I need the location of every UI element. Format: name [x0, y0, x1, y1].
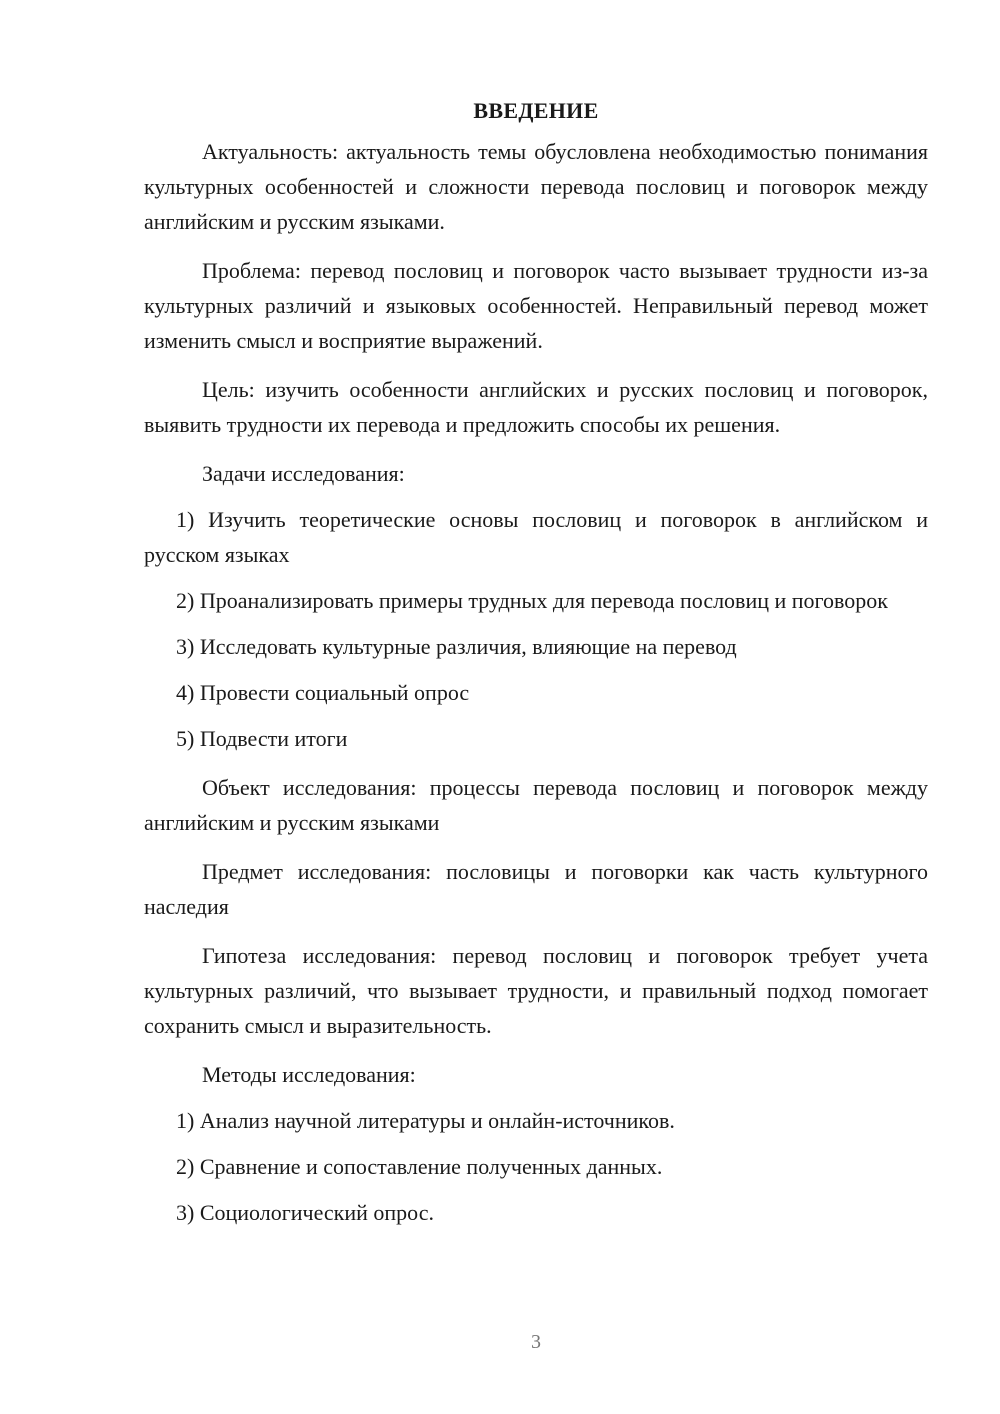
- task-item-3: 3) Исследовать культурные различия, влияющие на перевод: [176, 634, 737, 659]
- task-item-5: 5) Подвести итоги: [176, 726, 348, 751]
- task-item-4: 4) Провести социальный опрос: [176, 680, 470, 705]
- paragraph-object: Объект исследования: процессы перевода пословиц и поговорок между английским и русским языками: [144, 775, 928, 835]
- task-item-2: 2) Проанализировать примеры трудных для перевода пословиц и поговорок: [176, 588, 888, 613]
- page-number: 3: [531, 1331, 541, 1353]
- paragraph-problem: Проблема: перевод пословиц и поговорок часто вызывает трудности из-за культурных различий и языковых особенностей. Неправильный перевод может изменить смысл и восприятие выражений.: [144, 258, 928, 353]
- paragraph-relevance: Актуальность: актуальность темы обусловлена необходимостью понимания культурных особенностей и сложности перевода пословиц и поговорок между английским и русским языками.: [144, 139, 928, 234]
- paragraph-methods-heading: Методы исследования:: [202, 1062, 416, 1087]
- paragraph-subject: Предмет исследования: пословицы и поговорки как часть культурного наследия: [144, 859, 928, 919]
- paragraph-tasks-heading: Задачи исследования:: [202, 461, 405, 486]
- document-body: [144, 96, 928, 1230]
- method-item-3: 3) Социологический опрос.: [176, 1200, 434, 1225]
- page-title: ВВЕДЕНИЕ: [473, 98, 599, 123]
- paragraph-hypothesis: Гипотеза исследования: перевод пословиц и поговорок требует учета культурных различий, что вызывает трудности, и правильный подход помогает сохранить смысл и выразительность.: [144, 943, 928, 1038]
- method-item-1: 1) Анализ научной литературы и онлайн-источников.: [176, 1108, 675, 1133]
- task-item-1: 1) Изучить теоретические основы пословиц и поговорок в английском и русском языках: [144, 507, 928, 567]
- method-item-2: 2) Сравнение и сопоставление полученных данных.: [176, 1154, 663, 1179]
- paragraph-goal: Цель: изучить особенности английских и русских пословиц и поговорок, выявить трудности их перевода и предложить способы их решения.: [144, 377, 928, 437]
